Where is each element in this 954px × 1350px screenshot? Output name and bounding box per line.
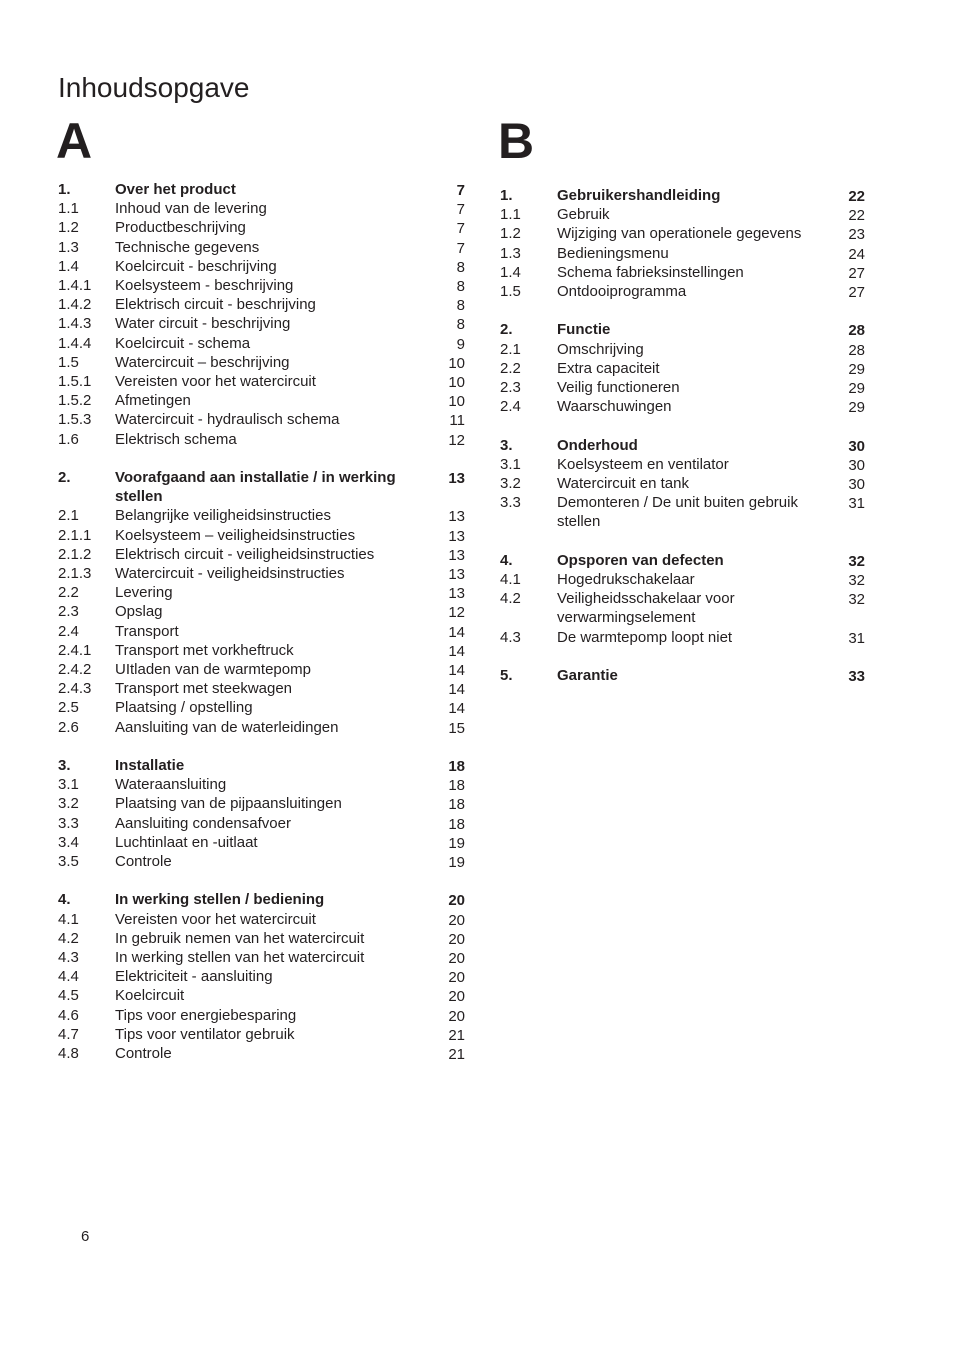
toc-entry	[58, 660, 468, 679]
toc-entry-title: Veiligheidsschakelaar voor verwarmingselement	[557, 590, 735, 627]
toc-entry	[58, 814, 468, 833]
toc-entry-page: 24	[848, 245, 865, 263]
toc-entry-title: Koelcircuit - beschrijving	[115, 257, 277, 275]
toc-entry-title: Koelsysteem – veiligheidsinstructies	[115, 526, 356, 544]
toc-entry	[58, 238, 468, 257]
toc-entry-page: 20	[448, 969, 465, 987]
toc-entry	[58, 545, 468, 564]
toc-entry-number: 4.7	[58, 1025, 79, 1043]
toc-entry-title: Over het product	[115, 181, 236, 198]
toc-entry-title: Water circuit - beschrijving	[115, 315, 291, 333]
toc-entry-page: 29	[848, 360, 865, 378]
toc-entry	[500, 282, 868, 301]
toc-entry-page: 20	[448, 930, 465, 948]
toc-entry	[500, 263, 868, 282]
toc-entry-title: Technische gegevens	[115, 238, 260, 256]
toc-entry-title: Extra capaciteit	[557, 359, 660, 377]
toc-entry-page: 14	[448, 662, 465, 680]
toc-entry-page: 31	[848, 629, 865, 647]
toc-entry	[58, 257, 468, 276]
toc-entry-title: Levering	[115, 584, 173, 602]
toc-entry	[58, 1025, 468, 1044]
toc-entry-page: 32	[848, 552, 865, 570]
toc-entry-page: 15	[448, 719, 465, 737]
toc-entry-number: 2.1	[58, 507, 79, 525]
toc-entry	[500, 397, 868, 416]
toc-entry-page: 11	[449, 412, 465, 430]
column-b-letter: B	[498, 113, 535, 169]
toc-entry-page: 23	[848, 226, 865, 244]
toc-entry-page: 8	[456, 258, 465, 276]
toc-entry-number: 3.	[500, 436, 513, 454]
toc-entry-page: 30	[848, 437, 865, 455]
column-a-letter: A	[56, 113, 93, 169]
toc-entry-title: Transport met steekwagen	[115, 680, 293, 698]
toc-entry	[58, 718, 468, 737]
toc-entry-number: 3.	[58, 757, 71, 775]
toc-entry-number: 3.1	[500, 455, 521, 473]
toc-entry	[58, 910, 468, 929]
toc-entry	[500, 474, 868, 493]
toc-entry-number: 4.3	[500, 628, 521, 646]
toc-entry-page: 7	[456, 220, 465, 238]
toc-entry-number: 1.4.4	[58, 334, 92, 352]
toc-entry-number: 3.5	[58, 853, 79, 871]
toc-entry-title: Plaatsing van de pijpaansluitingen	[115, 795, 342, 813]
toc-entry-number: 2.4.2	[58, 661, 92, 679]
toc-entry-title: Voorafgaand aan installatie / in werking stellen	[115, 469, 396, 506]
page-title: Inhoudsopgave	[58, 72, 250, 103]
toc-entry-title: Aansluiting condensafvoer	[115, 814, 291, 832]
toc-entry	[58, 698, 468, 717]
toc-entry-title: Gebruik	[557, 206, 610, 224]
toc-entry-number: 1.4.3	[58, 315, 92, 333]
toc-entry-number: 2.4	[500, 398, 521, 416]
toc-entry-title: Vereisten voor het watercircuit	[115, 373, 316, 391]
toc-entry-page: 14	[448, 700, 465, 718]
toc-section-heading	[500, 186, 868, 205]
toc-entry	[58, 1044, 468, 1063]
toc-entry-title: Productbeschrijving	[115, 219, 246, 237]
toc-column-a	[58, 180, 468, 1063]
toc-entry-number: 1.5	[500, 283, 521, 301]
toc-entry-title: Watercircuit - veiligheidsinstructies	[115, 565, 345, 583]
toc-entry-title: Elektrisch circuit - veiligheidsinstructies	[115, 545, 375, 563]
toc-entry-number: 4.1	[500, 571, 521, 589]
toc-entry-title: Koelcircuit	[115, 987, 185, 1005]
toc-entry-number: 4.	[58, 891, 71, 909]
toc-entry-page: 13	[448, 566, 465, 584]
toc-entry-page: 14	[448, 681, 465, 699]
toc-entry-page: 7	[456, 182, 465, 199]
toc-entry-title: UItladen van de warmtepomp	[115, 661, 311, 679]
toc-entry	[58, 775, 468, 794]
toc-entry-number: 1.5	[58, 353, 79, 371]
toc-entry-page: 14	[448, 642, 465, 660]
toc-entry-title: Gebruikershandleiding	[557, 187, 721, 204]
toc-entry-number: 4.	[500, 551, 513, 569]
toc-entry	[500, 455, 868, 474]
toc-entry-number: 2.3	[500, 379, 521, 397]
toc-entry-page: 8	[456, 278, 465, 296]
toc-entry-page: 12	[448, 604, 465, 622]
toc-entry-page: 22	[848, 188, 865, 205]
toc-entry-number: 2.4.1	[58, 641, 92, 659]
toc-entry-title: Tips voor ventilator gebruik	[115, 1025, 295, 1043]
toc-entry-number: 2.5	[58, 699, 79, 717]
toc-entry	[58, 372, 468, 391]
toc-entry-number: 1.5.1	[58, 373, 92, 391]
toc-entry-page: 21	[448, 1026, 465, 1044]
toc-entry-title: Waarschuwingen	[557, 398, 672, 416]
toc-entry	[58, 929, 468, 948]
toc-entry-number: 3.3	[58, 814, 79, 832]
toc-entry-number: 4.3	[58, 949, 79, 967]
toc-entry-number: 1.1	[500, 206, 521, 224]
toc-entry-title: Controle	[115, 853, 172, 871]
toc-entry-number: 2.1.2	[58, 545, 92, 563]
toc-entry-number: 2.	[58, 469, 71, 487]
toc-entry-page: 32	[848, 591, 865, 609]
toc-entry-number: 2.4	[58, 622, 79, 640]
toc-entry	[58, 526, 468, 545]
toc-entry-page: 18	[448, 777, 465, 795]
toc-entry-page: 30	[848, 456, 865, 474]
toc-entry-page: 30	[848, 476, 865, 494]
toc-entry-page: 8	[456, 316, 465, 334]
toc-entry-number: 2.1.1	[58, 526, 92, 544]
toc-entry-page: 20	[448, 1007, 465, 1025]
toc-entry-page: 28	[848, 341, 865, 359]
toc-entry-number: 4.2	[500, 590, 521, 608]
toc-section-heading	[58, 468, 468, 506]
toc-entry-page: 20	[448, 988, 465, 1006]
toc-entry	[500, 224, 868, 243]
toc-entry	[58, 986, 468, 1005]
toc-entry-page: 18	[448, 758, 465, 776]
toc-entry-number: 2.2	[500, 359, 521, 377]
toc-entry-title: Controle	[115, 1045, 172, 1063]
toc-entry-number: 4.2	[58, 929, 79, 947]
toc-entry-number: 1.4	[500, 263, 521, 281]
toc-entry-title: Functie	[557, 321, 611, 339]
toc-entry-title: Watercircuit - hydraulisch schema	[115, 411, 340, 429]
toc-entry-number: 3.2	[58, 795, 79, 813]
toc-entry-page: 13	[448, 508, 465, 526]
toc-entry-number: 4.4	[58, 968, 79, 986]
toc-entry-title: Luchtinlaat en -uitlaat	[115, 833, 258, 851]
toc-entry	[58, 334, 468, 353]
toc-entry-title: Opslag	[115, 603, 163, 621]
toc-entry-number: 3.1	[58, 776, 79, 794]
toc-entry-page: 13	[448, 527, 465, 545]
toc-entry-page: 19	[448, 854, 465, 872]
toc-entry-title: Tips voor energiebesparing	[115, 1006, 297, 1024]
toc-section-heading	[500, 666, 868, 685]
toc-entry-number: 2.6	[58, 718, 79, 736]
toc-entry-title: In gebruik nemen van het watercircuit	[115, 929, 365, 947]
toc-entry-page: 27	[848, 264, 865, 282]
toc-entry-title: Elektrisch schema	[115, 430, 237, 448]
toc-entry-page: 21	[448, 1046, 465, 1064]
toc-entry	[58, 1006, 468, 1025]
toc-column-b	[500, 186, 868, 685]
toc-entry	[58, 967, 468, 986]
toc-section-heading	[58, 890, 468, 909]
toc-entry-title: Plaatsing / opstelling	[115, 699, 253, 717]
toc-entry	[500, 628, 868, 647]
toc-entry-number: 1.1	[58, 200, 79, 218]
toc-entry-number: 1.2	[500, 225, 521, 243]
toc-entry-title: Onderhoud	[557, 436, 638, 454]
toc-entry-title: Watercircuit – beschrijving	[115, 353, 290, 371]
toc-entry-page: 33	[848, 668, 865, 686]
toc-section-heading	[58, 756, 468, 775]
toc-entry	[58, 602, 468, 621]
toc-entry	[58, 314, 468, 333]
toc-entry-title: Installatie	[115, 757, 185, 775]
toc-entry-page: 18	[448, 815, 465, 833]
toc-entry	[58, 564, 468, 583]
toc-entry	[58, 353, 468, 372]
toc-entry-page: 27	[848, 284, 865, 302]
toc-entry-page: 8	[456, 297, 465, 315]
toc-entry	[58, 679, 468, 698]
toc-entry-title: De warmtepomp loopt niet	[557, 628, 733, 646]
toc-entry-page: 28	[848, 322, 865, 340]
toc-entry-number: 3.3	[500, 494, 521, 512]
toc-entry-number: 3.4	[58, 833, 79, 851]
toc-entry-page: 14	[448, 623, 465, 641]
toc-entry	[58, 295, 468, 314]
toc-entry-title: Schema fabrieksinstellingen	[557, 263, 744, 281]
toc-section-heading	[58, 180, 468, 199]
toc-entry-title: Koelsysteem - beschrijving	[115, 277, 294, 295]
toc-entry-number: 2.3	[58, 603, 79, 621]
toc-entry-title: In werking stellen / bediening	[115, 891, 325, 909]
toc-entry-page: 10	[448, 354, 465, 372]
toc-entry-title: Belangrijke veiligheidsinstructies	[115, 507, 331, 525]
toc-entry	[58, 948, 468, 967]
toc-entry	[58, 833, 468, 852]
toc-entry-page: 10	[448, 393, 465, 411]
toc-entry-title: Watercircuit en tank	[557, 475, 689, 493]
toc-entry-title: Inhoud van de levering	[115, 200, 267, 218]
toc-entry-number: 4.8	[58, 1045, 79, 1063]
toc-entry-number: 2.4.3	[58, 680, 92, 698]
toc-entry-page: 29	[848, 399, 865, 417]
toc-entry	[500, 570, 868, 589]
toc-entry	[58, 276, 468, 295]
toc-entry-title: Wijziging van operationele gegevens	[557, 225, 802, 243]
toc-entry-number: 2.	[500, 321, 513, 339]
toc-entry-title: Elektrisch circuit - beschrijving	[115, 296, 316, 314]
toc-entry-title: Opsporen van defecten	[557, 551, 724, 569]
toc-entry	[500, 359, 868, 378]
toc-entry-title: Aansluiting van de waterleidingen	[115, 718, 339, 736]
toc-entry-page: 31	[848, 495, 865, 513]
toc-entry-title: Elektriciteit - aansluiting	[115, 968, 273, 986]
toc-section-heading	[500, 551, 868, 570]
toc-entry	[58, 583, 468, 602]
toc-entry-number: 3.2	[500, 475, 521, 493]
toc-entry	[500, 378, 868, 397]
page-number: 6	[81, 1228, 90, 1245]
toc-entry-title: Demonteren / De unit buiten gebruik stellen	[557, 494, 798, 531]
toc-entry-number: 4.5	[58, 987, 79, 1005]
toc-entry-number: 1.6	[58, 430, 79, 448]
toc-entry-page: 20	[448, 892, 465, 910]
toc-entry-title: Wateraansluiting	[115, 776, 227, 794]
toc-entry	[500, 340, 868, 359]
toc-entry-number: 1.	[58, 181, 71, 198]
toc-entry-title: Omschrijving	[557, 340, 644, 358]
toc-entry-number: 2.1	[500, 340, 521, 358]
toc-entry-page: 9	[456, 335, 465, 353]
toc-entry-page: 7	[456, 201, 465, 219]
toc-entry-title: Koelsysteem en ventilator	[557, 455, 729, 473]
toc-entry	[58, 430, 468, 449]
toc-entry	[58, 622, 468, 641]
toc-entry-number: 1.3	[500, 244, 521, 262]
toc-entry-title: Vereisten voor het watercircuit	[115, 910, 316, 928]
toc-entry-title: Transport	[115, 622, 179, 640]
toc-entry-page: 32	[848, 572, 865, 590]
toc-entry	[58, 852, 468, 871]
toc-entry-title: Bedieningsmenu	[557, 244, 669, 262]
toc-entry-number: 1.	[500, 187, 513, 204]
toc-section-heading	[500, 320, 868, 339]
toc-entry-number: 1.3	[58, 238, 79, 256]
toc-entry-number: 1.4	[58, 257, 79, 275]
toc-entry-title: Transport met vorkheftruck	[115, 641, 294, 659]
toc-entry	[58, 391, 468, 410]
toc-entry-number: 1.5.2	[58, 392, 92, 410]
toc-entry-page: 29	[848, 380, 865, 398]
toc-entry-page: 20	[448, 911, 465, 929]
toc-entry-number: 2.2	[58, 584, 79, 602]
toc-entry-page: 10	[448, 374, 465, 392]
toc-entry	[58, 218, 468, 237]
toc-entry-page: 20	[448, 950, 465, 968]
toc-entry-title: Ontdooiprogramma	[557, 283, 687, 301]
toc-entry	[58, 199, 468, 218]
toc-entry-page: 7	[456, 239, 465, 257]
toc-entry-title: Koelcircuit - schema	[115, 334, 251, 352]
toc-entry-title: Garantie	[557, 667, 618, 685]
toc-section-heading	[500, 436, 868, 455]
toc-entry-title: Hogedrukschakelaar	[557, 571, 695, 589]
toc-entry-page: 13	[448, 585, 465, 603]
toc-entry-number: 1.5.3	[58, 411, 92, 429]
toc-entry	[58, 506, 468, 525]
toc-entry-page: 18	[448, 796, 465, 814]
toc-entry	[500, 493, 868, 531]
toc-entry-title: Afmetingen	[115, 392, 191, 410]
toc-entry-page: 13	[448, 470, 465, 488]
toc-entry	[500, 244, 868, 263]
toc-entry-page: 19	[448, 834, 465, 852]
toc-entry	[58, 410, 468, 429]
toc-entry	[500, 205, 868, 224]
toc-entry-number: 4.6	[58, 1006, 79, 1024]
toc-entry-title: In werking stellen van het watercircuit	[115, 949, 365, 967]
toc-entry	[58, 641, 468, 660]
toc-entry-number: 5.	[500, 667, 513, 685]
toc-entry-page: 12	[448, 431, 465, 449]
toc-entry	[58, 794, 468, 813]
toc-entry	[500, 589, 868, 627]
toc-entry-number: 1.4.1	[58, 277, 92, 295]
toc-entry-number: 1.4.2	[58, 296, 92, 314]
toc-entry-number: 4.1	[58, 910, 79, 928]
toc-entry-page: 22	[848, 207, 865, 225]
toc-entry-number: 2.1.3	[58, 565, 92, 583]
toc-entry-title: Veilig functioneren	[557, 379, 680, 397]
toc-entry-number: 1.2	[58, 219, 79, 237]
toc-entry-page: 13	[448, 546, 465, 564]
